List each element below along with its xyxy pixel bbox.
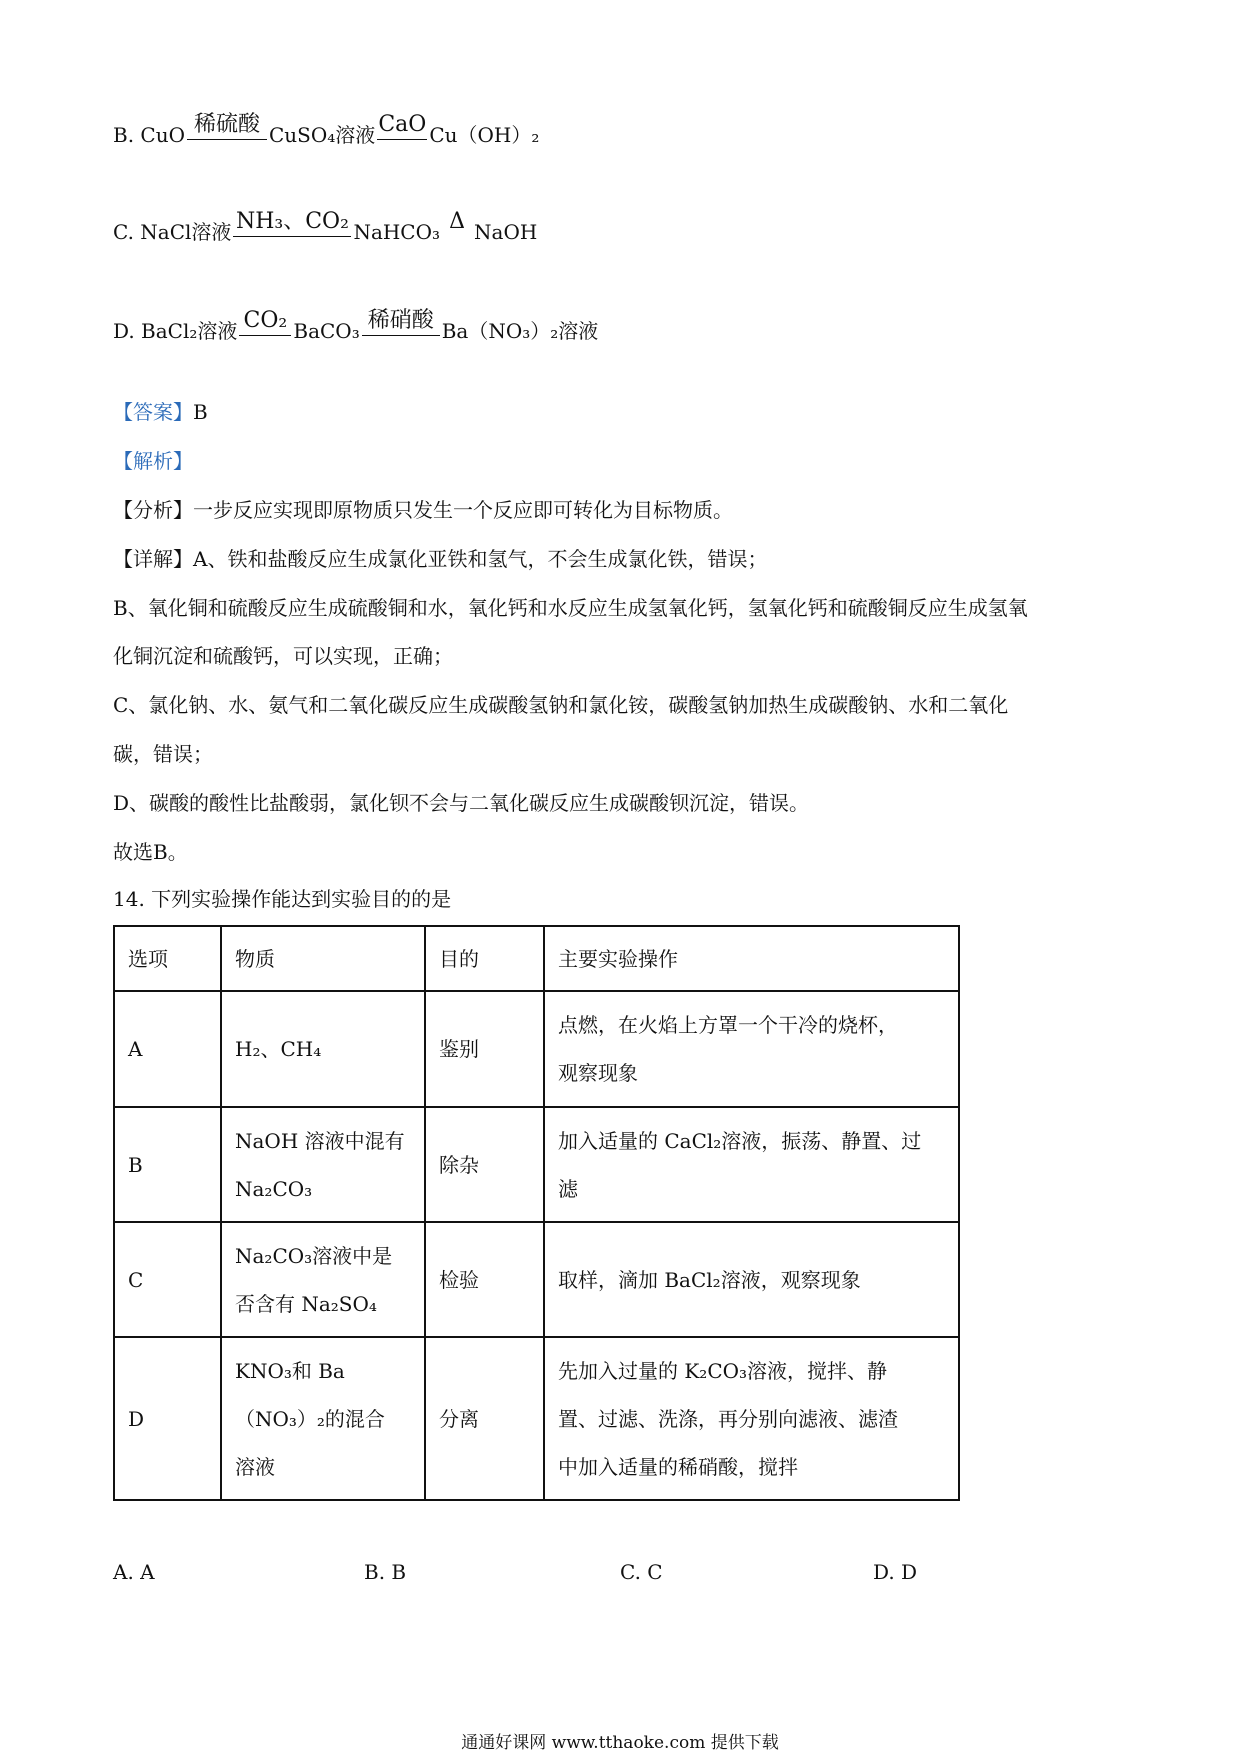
table-row [114, 991, 959, 1107]
reaction-condition: 稀硝酸 [367, 308, 434, 333]
operation-text: 中加入适量的稀硝酸，搅拌 [558, 1454, 798, 1479]
final-product: Cu（OH）₂ [429, 123, 540, 147]
table-header-cell: 主要实验操作 [544, 926, 959, 991]
substance-text: （NO₃）₂的混合 [235, 1406, 385, 1431]
operation-cell [544, 1337, 959, 1500]
answer-value: B [193, 400, 208, 424]
choice-b: B. B [364, 1560, 407, 1584]
substance-cell [221, 1337, 425, 1500]
reaction-condition: 稀硫酸 [193, 112, 260, 137]
answer-line [113, 402, 208, 422]
reaction-arrow [187, 112, 267, 148]
table-row [114, 1107, 959, 1222]
choice-c: C. C [620, 1560, 663, 1584]
intermediate-product: NaHCO₃ [353, 220, 441, 244]
reaction-option-b [113, 112, 540, 148]
detail-line: 【详解】A、铁和盐酸反应生成氯化亚铁和氢气，不会生成氯化铁，错误； [113, 547, 768, 571]
table-row [114, 1337, 959, 1500]
purpose-cell: 检验 [425, 1222, 544, 1337]
substance-text: NaOH 溶液中混有 [235, 1128, 405, 1153]
substance-text: Na₂CO₃ [235, 1176, 313, 1201]
detail-line: B、氧化铜和硫酸反应生成硫酸铜和水，氧化钙和水反应生成氢氧化钙，氢氧化钙和硫酸铜反应生成氢氧 [113, 596, 1028, 620]
operation-text: 点燃，在火焰上方罩一个干冷的烧杯， [558, 1013, 898, 1037]
choice-d: D. D [873, 1560, 918, 1584]
operation-text: 取样，滴加 BaCl₂溶液，观察现象 [558, 1267, 861, 1292]
operation-text: 滤 [558, 1176, 578, 1201]
intermediate-product: BaCO₃ [293, 319, 360, 343]
detail-line: D、碳酸的酸性比盐酸弱，氯化钡不会与二氧化碳反应生成碳酸钡沉淀，错误。 [113, 791, 810, 815]
question-title: 14. 下列实验操作能达到实验目的的是 [113, 887, 452, 911]
reactant-label: C. NaCl溶液 [113, 220, 232, 244]
option-cell: B [114, 1107, 221, 1222]
reaction-arrow [362, 308, 440, 344]
option-cell: C [114, 1222, 221, 1337]
reaction-condition: CO₂ [243, 308, 288, 333]
final-product: NaOH [474, 220, 538, 244]
substance-cell [221, 991, 425, 1107]
operation-text: 观察现象 [558, 1061, 638, 1085]
conclusion-line: 故选B。 [113, 840, 188, 864]
operation-cell [544, 991, 959, 1107]
reaction-condition: Δ [449, 209, 465, 234]
operation-text: 先加入过量的 K₂CO₃溶液，搅拌、静 [558, 1358, 888, 1383]
reaction-option-d [113, 308, 599, 344]
operation-cell [544, 1107, 959, 1222]
substance-text: KNO₃和 Ba [235, 1358, 345, 1383]
option-cell: A [114, 991, 221, 1107]
table-header-row [114, 926, 959, 991]
reaction-condition: NH₃、CO₂ [235, 209, 349, 234]
purpose-cell: 分离 [425, 1337, 544, 1500]
detail-line: 化铜沉淀和硫酸钙，可以实现，正确； [113, 644, 453, 668]
purpose-cell: 除杂 [425, 1107, 544, 1222]
operation-cell [544, 1222, 959, 1337]
analysis-text: 【分析】一步反应实现即原物质只发生一个反应即可转化为目标物质。 [113, 498, 733, 522]
operation-text: 置、过滤、洗涤，再分别向滤液、滤渣 [558, 1406, 898, 1431]
table-header-cell: 选项 [114, 926, 221, 991]
detail-line: C、氯化钠、水、氨气和二氧化碳反应生成碳酸氢钠和氯化铵，碳酸氢钠加热生成碳酸钠、水和二氧化 [113, 693, 1009, 717]
reaction-heat-sign [442, 209, 472, 245]
table-row [114, 1222, 959, 1337]
page-footer: 通通好课网 www.tthaoke.com 提供下载 [461, 1733, 779, 1753]
substance-text: 否含有 Na₂SO₄ [235, 1291, 377, 1316]
experiment-table [113, 925, 960, 1501]
reaction-arrow [233, 209, 351, 245]
intermediate-product: CuSO₄溶液 [269, 123, 376, 147]
final-product: Ba（NO₃）₂溶液 [441, 319, 599, 343]
reaction-condition: CaO [378, 112, 427, 137]
purpose-cell: 鉴别 [425, 991, 544, 1107]
answer-tag: 【答案】 [113, 400, 193, 424]
substance-cell [221, 1107, 425, 1222]
substance-cell [221, 1222, 425, 1337]
substance-text: 溶液 [235, 1454, 275, 1479]
reaction-arrow [239, 308, 291, 344]
table-header-cell: 目的 [425, 926, 544, 991]
reaction-option-c [113, 209, 538, 245]
table-header-cell: 物质 [221, 926, 425, 991]
choice-a: A. A [113, 1560, 155, 1584]
operation-text: 加入适量的 CaCl₂溶液，振荡、静置、过 [558, 1128, 922, 1153]
reaction-arrow [377, 112, 427, 148]
substance-text: Na₂CO₃溶液中是 [235, 1243, 393, 1268]
option-cell: D [114, 1337, 221, 1500]
explanation-tag: 【解析】 [113, 449, 193, 473]
substance-text: H₂、CH₄ [235, 1037, 322, 1061]
reactant-label: B. CuO [113, 123, 185, 147]
detail-line: 碳，错误； [113, 742, 213, 766]
reactant-label: D. BaCl₂溶液 [113, 319, 238, 343]
